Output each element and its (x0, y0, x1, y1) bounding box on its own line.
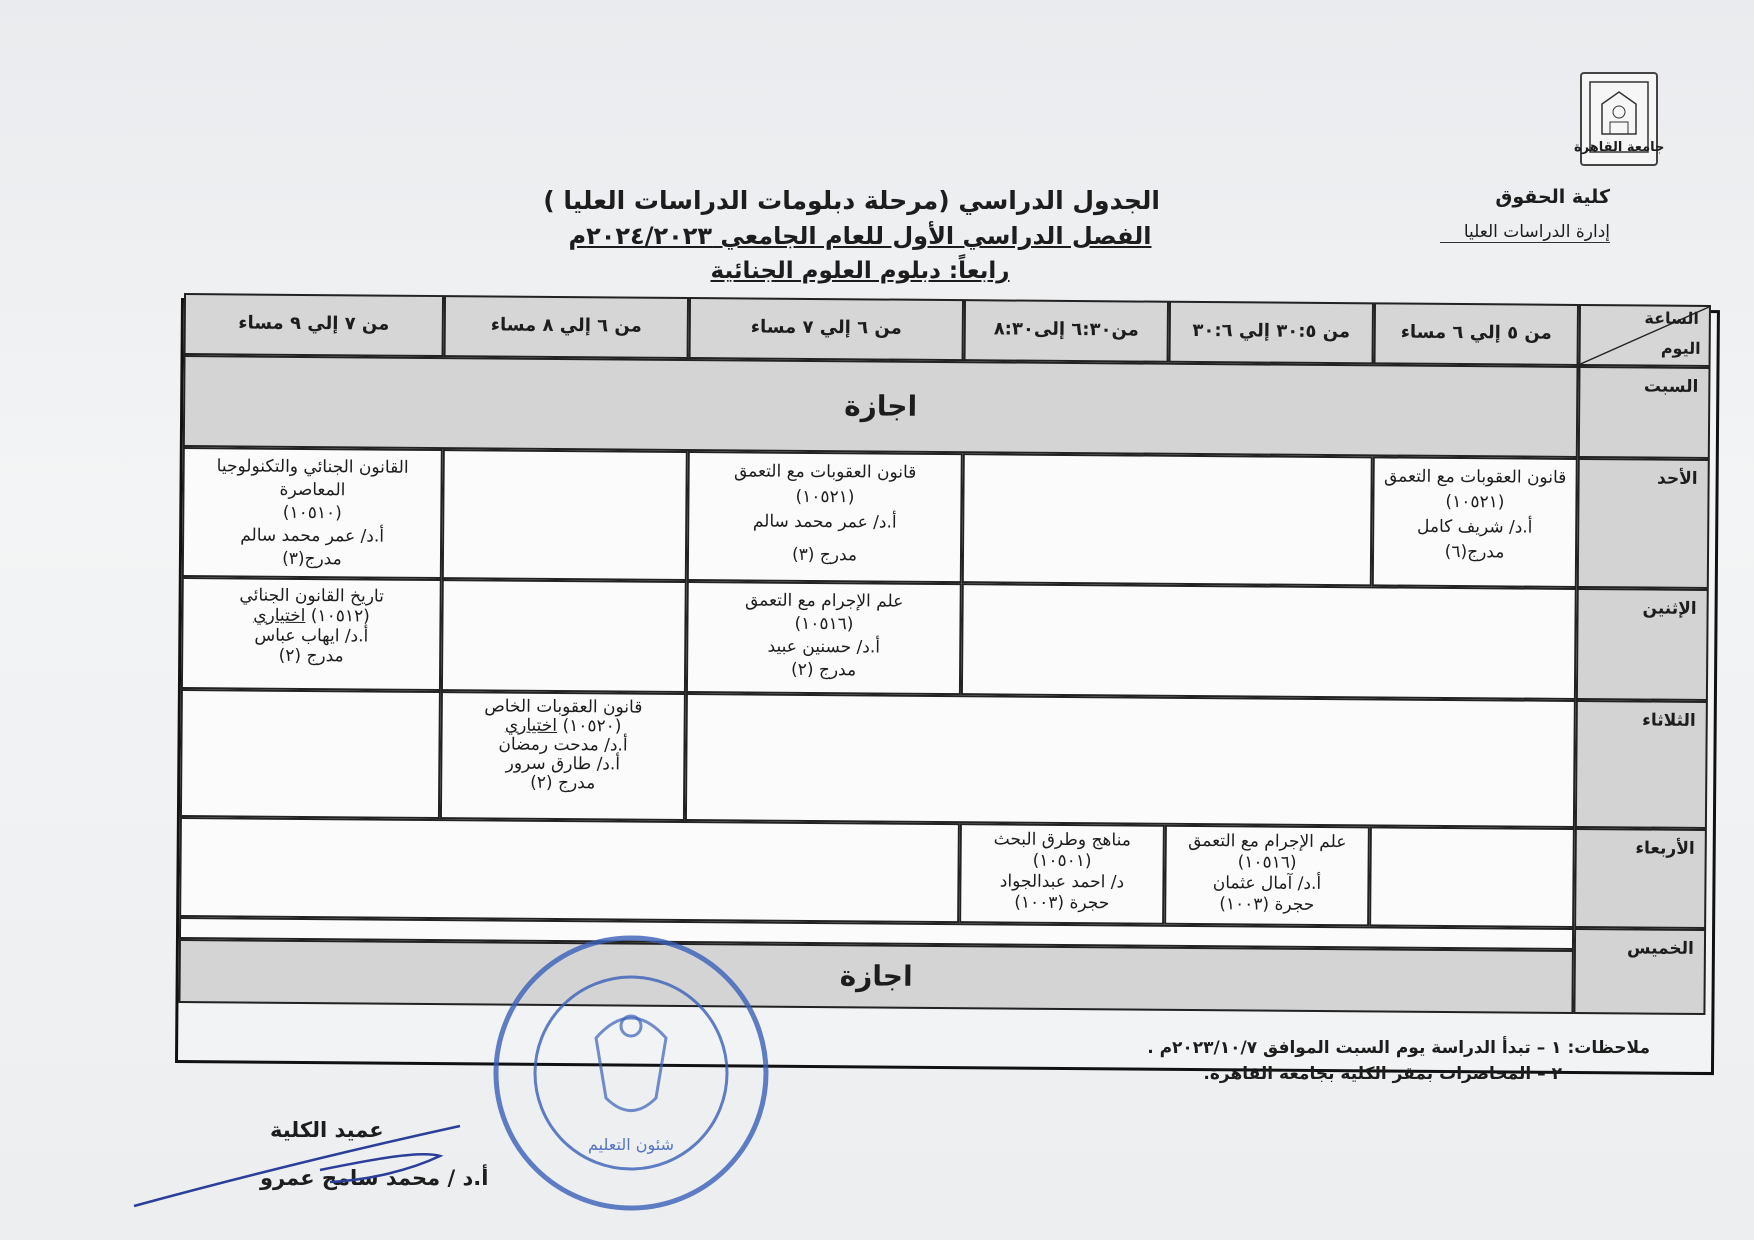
day-monday: الإثنين (1576, 588, 1709, 701)
course-name: قانون العقوبات مع التعمق (733, 461, 917, 483)
day-tuesday: الثلاثاء (1575, 700, 1708, 829)
course-name: علم الإجرام مع التعمق (744, 590, 904, 612)
course-name: قانون العقوبات مع التعمق (1383, 466, 1567, 488)
room: مدرج(٦) (1444, 541, 1505, 563)
course-name: علم الإجرام مع التعمق (1188, 830, 1347, 853)
instructor: أ.د/ ايهاب عباس (254, 625, 369, 647)
wednesday-slot-2 (1164, 825, 1370, 927)
course-name: القانون الجنائي والتكنولوجيا (216, 456, 409, 478)
sunday-slot-4 (687, 451, 963, 583)
tuesday-slot-6-empty (180, 689, 441, 819)
instructor-2: أ.د/ طارق سرور (505, 753, 621, 775)
instructor: أ.د/ عمر محمد سالم (752, 511, 897, 533)
note-1: ١ – تبدأ الدراسة يوم السبت الموافق ٢٠٢٣/١٠/٧م . (1147, 1038, 1562, 1058)
official-stamp (486, 928, 776, 1218)
note-2: ٢ – المحاضرات بمقر الكلية بجامعة القاهرة. (1203, 1064, 1562, 1084)
course-code: (١٠٥٢١) (1445, 491, 1505, 513)
time-slot-3: من٦:٣٠ إلى٨:٣٠ (964, 299, 1169, 363)
course-code: (١٠٥٢١) (795, 486, 855, 508)
monday-slot-6 (181, 577, 442, 691)
monday-slot-5-empty (441, 579, 687, 693)
sunday-slot-5-empty (442, 449, 688, 581)
stamp-text: شئون التعليم (588, 1135, 674, 1154)
time-slot-2: من ٣٠:٥ إلي ٣٠:٦ (1169, 301, 1374, 365)
instructor-1: أ.د/ مدحت رمضان (498, 734, 628, 756)
course-name: مناهج وطرق البحث (993, 829, 1131, 851)
wednesday-slot-1-empty (1369, 826, 1575, 928)
course-code-line (443, 716, 684, 737)
instructor: أ.د/ حسنين عبيد (767, 636, 881, 658)
tuesday-slot-5 (440, 691, 686, 821)
elective-tag: اختياري (504, 715, 558, 736)
monday-slot-1-3-empty (961, 583, 1577, 700)
dean-title: عميد الكلية (270, 1118, 384, 1142)
day-thursday: الخميس (1573, 928, 1706, 1015)
faculty-name: كلية الحقوق (1495, 186, 1610, 208)
thursday-holiday: اجازة (178, 939, 1573, 1014)
time-slot-1: من ٥ إلي ٦ مساء (1374, 302, 1579, 366)
room: مدرج (٢) (530, 772, 596, 794)
wednesday-slot-3 (959, 823, 1165, 925)
sunday-slot-2-3-empty (962, 453, 1373, 586)
day-saturday: السبت (1578, 366, 1711, 459)
course-code: (١٠٥١٦) (1237, 852, 1297, 873)
course-name: قانون العقوبات الخاص (484, 696, 643, 718)
elective-tag: اختياري (253, 605, 306, 626)
time-slot-6: من ٧ إلي ٩ مساء (184, 293, 444, 357)
wednesday-slot-4-6-empty (179, 817, 960, 923)
room: حجرة (١٠٠٣) (1014, 892, 1110, 914)
notes-label: ملاحظات: (1567, 1038, 1650, 1058)
tuesday-slot-1-4-empty (685, 693, 1576, 828)
instructor: أ.د/ شريف كامل (1416, 516, 1533, 538)
title-line2: الفصل الدراسي الأول للعام الجامعي ٢٠٢٤/٢٠٢٣م (568, 222, 1152, 250)
dean-name: أ.د / محمد سامح عمرو (260, 1166, 489, 1190)
instructor: أ.د/ آمال عثمان (1212, 873, 1322, 894)
time-slot-5: من ٦ إلي ٨ مساء (444, 295, 689, 359)
department-name: إدارة الدراسات العليا (1440, 222, 1610, 243)
sunday-slot-6 (182, 447, 443, 579)
instructor: د/ احمد عبدالجواد (999, 871, 1125, 893)
room: مدرج (٢) (791, 659, 857, 681)
room: حجرة (١٠٠٣) (1219, 894, 1315, 915)
day-wednesday: الأربعاء (1574, 828, 1707, 929)
course-code: (١٠٥١٠) (282, 502, 342, 524)
title-line1: الجدول الدراسي (مرحلة دبلومات الدراسات العليا ) (543, 186, 1160, 215)
course-name-cont: المعاصرة (279, 479, 346, 501)
room: مدرج (٢) (278, 645, 344, 667)
timetable (175, 298, 1720, 1075)
monday-slot-4 (686, 581, 962, 695)
course-code: (١٠٥١٦) (794, 613, 854, 635)
handwritten-signature (130, 1120, 480, 1210)
title-line3: رابعاً: دبلوم العلوم الجنائية (710, 258, 1010, 284)
instructor: أ.د/ عمر محمد سالم (240, 525, 385, 547)
corner-hour: الساعة (1644, 308, 1699, 328)
course-code-line (183, 605, 439, 627)
logo-caption: جامعة القاهرة (1574, 140, 1665, 155)
room: مدرج(٣) (282, 548, 342, 570)
corner-header (1579, 304, 1711, 367)
notes-block (1080, 1035, 1650, 1087)
room: مدرج (٣) (791, 544, 858, 566)
sunday-slot-1 (1372, 456, 1578, 588)
course-code: (١٠٥٢٠) (562, 716, 622, 737)
corner-day: اليوم (1660, 338, 1701, 358)
notes-line-1 (1080, 1035, 1650, 1061)
time-slot-4: من ٦ إلي ٧ مساء (689, 297, 964, 361)
day-sunday: الأحد (1577, 458, 1710, 589)
course-code: (١٠٥١٢) (310, 606, 370, 627)
course-name: تاريخ القانون الجنائي (239, 585, 384, 607)
course-code: (١٠٥٠١) (1032, 850, 1092, 872)
saturday-holiday: اجازة (183, 355, 1579, 458)
